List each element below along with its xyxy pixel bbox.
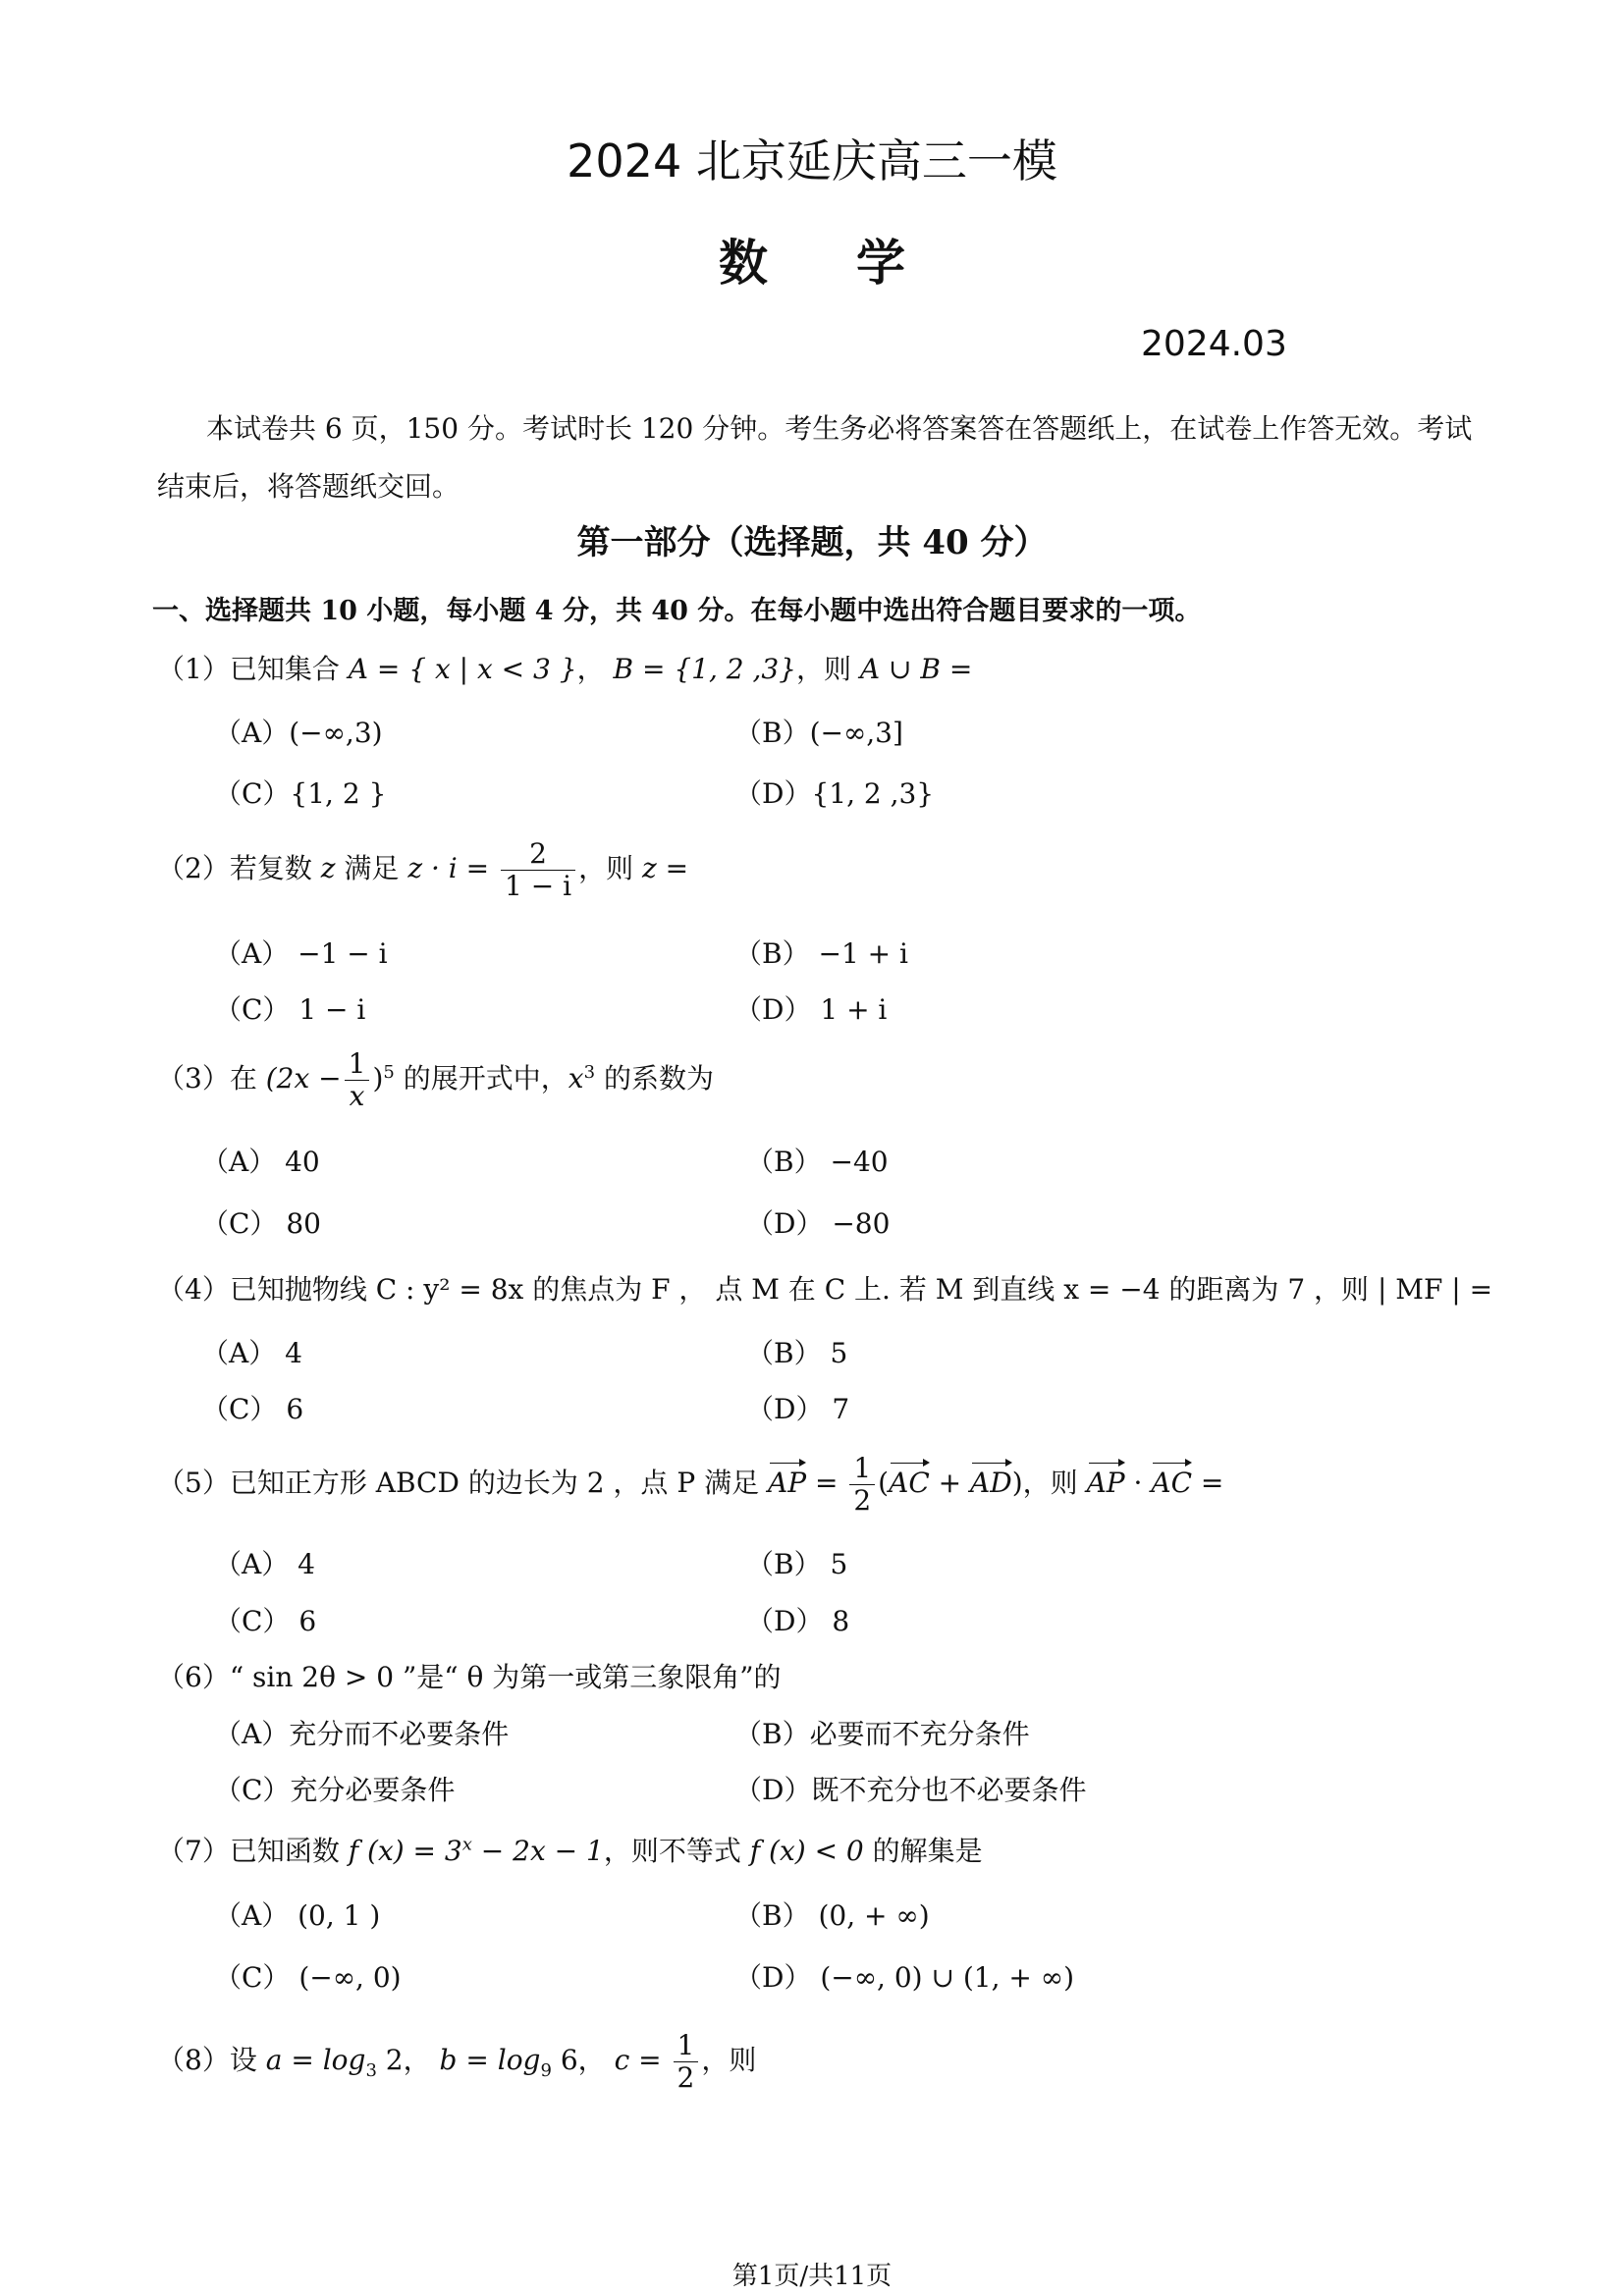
question-4 (157, 1268, 1492, 1308)
subject-title: 数学 (719, 235, 994, 292)
option-c: （C） 1 − i (214, 993, 366, 1026)
option-c: （C）{1, 2 } (214, 777, 387, 810)
operator: · (1133, 1467, 1143, 1500)
question-text: 的系数为 (603, 1062, 714, 1095)
fraction-denominator: 1 − i (505, 870, 572, 903)
fraction-numerator: 1 (674, 2030, 699, 2062)
question-text: 已知函数 (229, 1835, 340, 1867)
question-number: （6） (157, 1661, 230, 1693)
variable-c: c = (614, 2044, 662, 2077)
question-text: 在 (229, 1062, 257, 1095)
question-text: ，则 (701, 2044, 757, 2077)
log-expression: a = log (265, 2044, 366, 2077)
option-d: （D） 7 (746, 1393, 850, 1425)
question-text: 满足 (344, 852, 400, 885)
set-a: A = { x | x < 3 } (348, 653, 577, 685)
log-argument: 2 (376, 2044, 404, 2077)
fraction (674, 2030, 699, 2094)
question-2 (157, 838, 688, 902)
question-text: 设 (229, 2044, 257, 2077)
question-text: 已知抛物线 C : y² = 8x 的焦点为 F ， 点 M 在 C 上. 若 M 到直线 x = −4 的距离为 7 ，则 | MF | = (229, 1273, 1493, 1306)
exponent: 5 (383, 1061, 395, 1083)
question-text: ，则 (1022, 1467, 1078, 1500)
option-a: （A） 4 (214, 1548, 315, 1580)
separator: ， (403, 2044, 431, 2077)
option-a: （A） 40 (201, 1146, 320, 1178)
exponent: x (461, 1834, 472, 1855)
vector-ad: AD (970, 1467, 1012, 1500)
fraction-denominator: 2 (853, 1484, 872, 1518)
page-footer: 第1页/共11页 (731, 2262, 893, 2291)
option-c: （C） 6 (214, 1605, 317, 1637)
fraction (501, 838, 575, 902)
question-text: 已知正方形 ABCD 的边长为 2 ，点 P 满足 (229, 1467, 760, 1500)
option-c: （C） (−∞, 0) (214, 1961, 402, 1994)
exam-title: 2024 北京延庆高三一模 (567, 134, 1057, 187)
question-7 (157, 1830, 983, 1869)
question-text: “ sin 2θ > 0 ”是“ θ 为第一或第三象限角”的 (229, 1661, 782, 1693)
question-text: 的解集是 (872, 1835, 983, 1867)
exam-instructions: 本试卷共 6 页，150 分。考试时长 120 分钟。考生务必将答案答在答题纸上，在试卷上作答无效。考试结束后，将答题纸交回。 (157, 412, 1473, 503)
question-number: （7） (157, 1835, 230, 1867)
binomial-expression: (2x − (265, 1062, 342, 1095)
function-expression: − 2x − 1 (471, 1835, 604, 1867)
vector-ap: AP (767, 1467, 807, 1500)
term: x (568, 1062, 584, 1095)
option-a: （A） (0, 1 ) (214, 1899, 381, 1932)
question-text: 若复数 (229, 852, 312, 885)
log-expression: b = log (439, 2044, 541, 2077)
question-number: （8） (157, 2044, 230, 2077)
union-expression: A ∪ B = (859, 653, 973, 685)
fraction-numerator: 1 (849, 1453, 875, 1485)
option-a: （A） 4 (201, 1337, 302, 1369)
question-6 (157, 1656, 782, 1695)
fraction-numerator: 1 (345, 1048, 370, 1081)
fraction (345, 1048, 370, 1112)
option-a: （A） −1 − i (214, 937, 388, 970)
operator: + (938, 1467, 962, 1500)
exponent: 3 (583, 1061, 596, 1083)
binomial-expression: ) (372, 1062, 384, 1095)
option-d: （D）{1, 2 ,3} (734, 777, 935, 810)
log-base: 3 (365, 2059, 377, 2081)
question-text: 的展开式中， (403, 1062, 568, 1095)
option-b: （B） (0, + ∞) (734, 1899, 930, 1932)
vector-ap: AP (1086, 1467, 1125, 1500)
question-text: ，则不等式 (603, 1835, 741, 1867)
question-end: z = (641, 852, 689, 885)
option-b: （B） −1 + i (734, 937, 908, 970)
question-number: （2） (157, 852, 230, 885)
question-text: ，则 (796, 653, 852, 685)
question-text: ，则 (578, 852, 634, 885)
inequality: f (x) < 0 (749, 1835, 864, 1867)
option-a: （A）(−∞,3) (214, 717, 383, 749)
separator: ， (576, 653, 605, 685)
option-d: （D）既不充分也不必要条件 (734, 1774, 1087, 1806)
option-b: （B） 5 (746, 1548, 848, 1580)
vector-ac: AC (889, 1467, 930, 1500)
option-b: （B）必要而不充分条件 (734, 1718, 1030, 1750)
option-b: （B） −40 (746, 1146, 889, 1178)
option-c: （C）充分必要条件 (214, 1774, 456, 1806)
question-3 (157, 1048, 714, 1112)
operator: = (814, 1467, 839, 1500)
option-d: （D） 1 + i (734, 993, 888, 1026)
question-5: （5）已知正方形 ABCD 的边长为 2 ，点 P 满足 AP = $\frac{1}{2}$ (AC + AD)，则 AP · AC = (157, 1452, 1224, 1518)
option-a: （A）充分而不必要条件 (214, 1718, 510, 1750)
variable-z: z (320, 852, 336, 885)
fraction-denominator: x (349, 1080, 365, 1113)
log-base: 9 (540, 2059, 552, 2081)
option-d: （D） (−∞, 0) ∪ (1, + ∞) (734, 1961, 1075, 1994)
section-instruction: 一、选择题共 10 小题，每小题 4 分，共 40 分。在每小题中选出符合题目要求的一项。 (152, 596, 1202, 626)
fraction-denominator: 2 (677, 2061, 695, 2095)
fraction (849, 1453, 875, 1517)
set-b: B = {1, 2 ,3} (613, 653, 796, 685)
vector-ac: AC (1151, 1467, 1192, 1500)
option-c: （C） 6 (201, 1393, 304, 1425)
question-number: （3） (157, 1062, 230, 1095)
option-c: （C） 80 (201, 1207, 321, 1240)
fraction-numerator: 2 (501, 838, 575, 871)
question-8 (157, 2030, 756, 2094)
option-d: （D） 8 (746, 1605, 850, 1637)
operator: = (1200, 1467, 1224, 1500)
part-title: 第一部分（选择题，共 40 分） (576, 523, 1048, 562)
option-b: （B）(−∞,3] (734, 717, 903, 749)
exam-date: 2024.03 (1141, 324, 1287, 364)
equation-lhs: z · i = (407, 852, 490, 885)
log-argument: 6 (551, 2044, 578, 2077)
option-b: （B） 5 (746, 1337, 848, 1369)
question-text: 已知集合 (229, 653, 340, 685)
option-d: （D） −80 (746, 1207, 891, 1240)
question-1 (157, 648, 972, 687)
question-number: （4） (157, 1273, 230, 1306)
function-expression: f (x) = 3 (348, 1835, 462, 1867)
separator: ， (577, 2044, 606, 2077)
question-number: （1） (157, 653, 230, 685)
question-number: （5） (157, 1467, 230, 1500)
